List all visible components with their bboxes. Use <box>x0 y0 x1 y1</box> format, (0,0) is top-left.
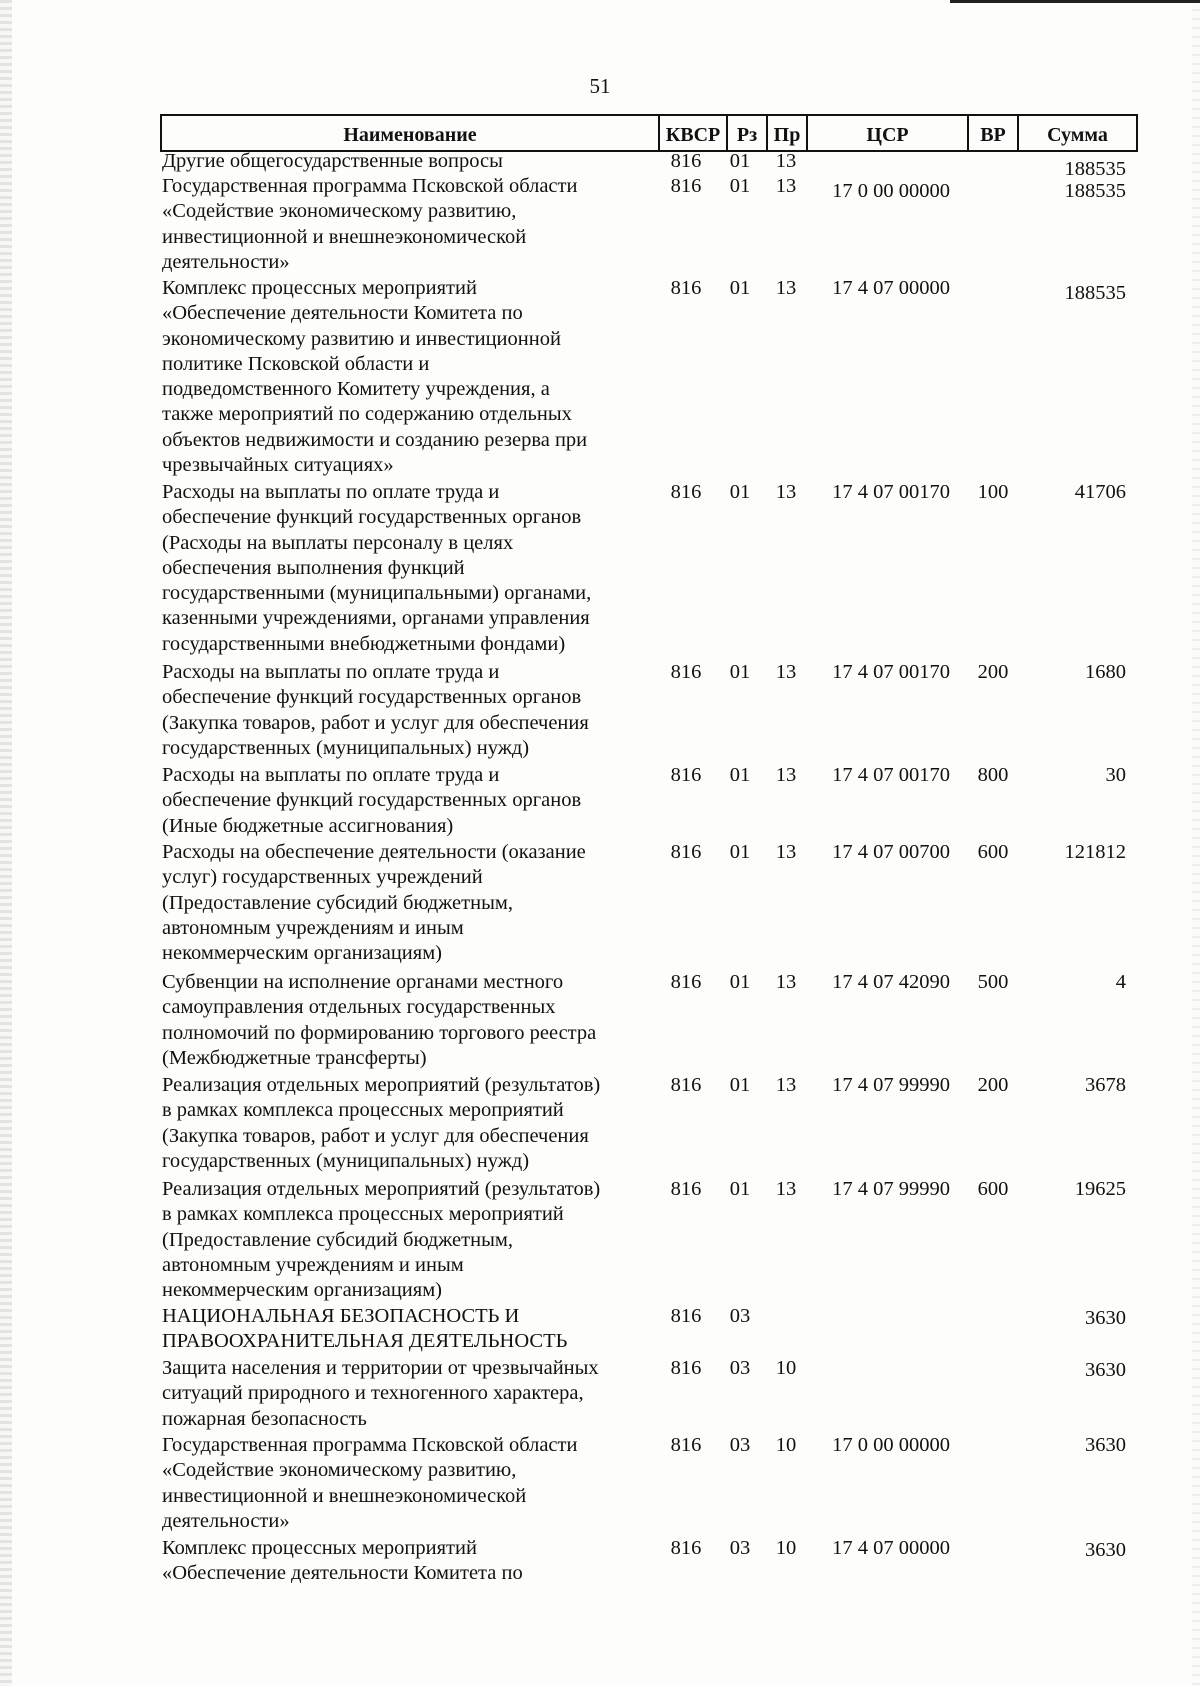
row-csr: 17 4 07 00170 <box>832 661 950 683</box>
row-sum: 3678 <box>1085 1074 1126 1096</box>
row-pr: 13 <box>775 764 797 786</box>
row-rz: 01 <box>729 175 751 197</box>
row-sum: 4 <box>1115 971 1126 993</box>
row-name: Расходы на обеспечение деятельности (оказание услуг) государственных учреждений (Предоставление субсидий бюджетным, автономным учреждениям и иным некоммерческим организациям) <box>162 841 586 965</box>
row-kvsr: 816 <box>670 150 702 172</box>
row-name: Реализация отдельных мероприятий (результатов) в рамках комплекса процессных мероприятий (Предоставление субсидий бюджетным, автономным учреждениям и иным некоммерческим организациям) <box>162 1178 601 1302</box>
row-name: Реализация отдельных мероприятий (результатов) в рамках комплекса процессных мероприятий (Закупка товаров, работ и услуг для обеспечения государственных (муниципальных) нужд) <box>162 1074 601 1172</box>
row-kvsr: 816 <box>670 1434 702 1456</box>
row-csr: 17 4 07 99990 <box>832 1178 950 1200</box>
row-kvsr: 816 <box>670 481 702 503</box>
row-sum: 19625 <box>1074 1178 1126 1200</box>
row-csr: 17 4 07 00170 <box>832 764 950 786</box>
row-kvsr: 816 <box>670 175 702 197</box>
row-pr: 13 <box>775 277 797 299</box>
row-kvsr: 816 <box>670 1074 702 1096</box>
header-kvsr: КВСР <box>660 116 728 150</box>
row-pr: 10 <box>775 1434 797 1456</box>
row-sum: 1680 <box>1085 661 1126 683</box>
row-rz: 01 <box>729 971 751 993</box>
row-name: Государственная программа Псковской области «Содействие экономическому развитию, инвестиционной и внешнеэкономической деятельности» <box>162 1434 578 1532</box>
row-vr: 600 <box>977 1178 1009 1200</box>
scan-edge-left <box>0 0 12 1686</box>
row-pr: 10 <box>775 1357 797 1379</box>
row-vr: 200 <box>977 1074 1009 1096</box>
row-csr: 17 0 00 00000 <box>832 180 950 202</box>
row-name: Комплекс процессных мероприятий «Обеспечение деятельности Комитета по экономическому развитию и инвестиционной политике Псковской области и подведомственного Комитету учреждения, а также мероприятий по содержанию отдельных объектов недвижимости и созданию резерва при чрезвычайных ситуациях» <box>162 277 588 477</box>
row-name: Расходы на выплаты по оплате труда и обеспечение функций государственных органов (Расходы на выплаты персоналу в целях обеспечения выполнения функций государственными (муниципальными) органами, казенными учреждениями, органами управления государственными внебюджетными фондами) <box>162 481 592 655</box>
row-sum: 3630 <box>1085 1539 1126 1561</box>
header-name: Наименование <box>162 116 660 150</box>
row-sum: 188535 <box>1064 282 1126 304</box>
scan-edge-right <box>1192 0 1200 1686</box>
row-csr: 17 4 07 00000 <box>832 1537 950 1559</box>
row-kvsr: 816 <box>670 971 702 993</box>
row-sum: 3630 <box>1085 1434 1126 1456</box>
row-name: Субвенции на исполнение органами местного самоуправления отдельных государственных полномочий по формированию торгового реестра (Межбюджетные трансферты) <box>162 971 597 1069</box>
row-rz: 01 <box>729 1178 751 1200</box>
row-vr: 800 <box>977 764 1009 786</box>
row-vr: 100 <box>977 481 1009 503</box>
row-kvsr: 816 <box>670 764 702 786</box>
row-rz: 03 <box>729 1434 751 1456</box>
row-vr: 500 <box>977 971 1009 993</box>
row-kvsr: 816 <box>670 277 702 299</box>
row-csr: 17 4 07 00700 <box>832 841 950 863</box>
row-name: НАЦИОНАЛЬНАЯ БЕЗОПАСНОСТЬ И ПРАВООХРАНИТЕЛЬНАЯ ДЕЯТЕЛЬНОСТЬ <box>162 1305 568 1353</box>
row-pr: 13 <box>775 150 797 172</box>
row-sum: 30 <box>1105 764 1126 786</box>
row-name: Расходы на выплаты по оплате труда и обеспечение функций государственных органов (Иные бюджетные ассигнования) <box>162 764 582 837</box>
row-csr: 17 4 07 42090 <box>832 971 950 993</box>
row-rz: 03 <box>729 1305 751 1327</box>
row-sum: 121812 <box>1064 841 1126 863</box>
row-sum: 188535 <box>1064 180 1126 202</box>
row-rz: 01 <box>729 661 751 683</box>
row-rz: 01 <box>729 481 751 503</box>
header-vr: ВР <box>969 116 1019 150</box>
row-kvsr: 816 <box>670 1357 702 1379</box>
row-vr: 600 <box>977 841 1009 863</box>
row-sum: 3630 <box>1085 1359 1126 1381</box>
row-rz: 01 <box>729 1074 751 1096</box>
row-vr: 200 <box>977 661 1009 683</box>
row-rz: 01 <box>729 764 751 786</box>
row-kvsr: 816 <box>670 841 702 863</box>
page-number: 51 <box>589 74 611 98</box>
row-sum: 41706 <box>1074 481 1126 503</box>
row-pr: 13 <box>775 971 797 993</box>
row-pr: 13 <box>775 481 797 503</box>
row-kvsr: 816 <box>670 661 702 683</box>
row-pr: 13 <box>775 1074 797 1096</box>
row-pr: 13 <box>775 841 797 863</box>
row-kvsr: 816 <box>670 1178 702 1200</box>
row-sum: 3630 <box>1085 1307 1126 1329</box>
row-name: Государственная программа Псковской области «Содействие экономическому развитию, инвестиционной и внешнеэкономической деятельности» <box>162 175 578 273</box>
row-name: Другие общегосударственные вопросы <box>162 150 503 172</box>
row-rz: 01 <box>729 150 751 172</box>
row-rz: 03 <box>729 1357 751 1379</box>
header-rz: Рз <box>728 116 768 150</box>
header-csr: ЦСР <box>808 116 969 150</box>
table-header <box>160 114 1138 152</box>
header-sum: Сумма <box>1047 124 1108 146</box>
row-csr: 17 4 07 00000 <box>832 277 950 299</box>
row-csr: 17 0 00 00000 <box>832 1434 950 1456</box>
row-rz: 03 <box>729 1537 751 1559</box>
row-csr: 17 4 07 00170 <box>832 481 950 503</box>
row-kvsr: 816 <box>670 1537 702 1559</box>
row-sum: 188535 <box>1064 158 1126 180</box>
row-csr: 17 4 07 99990 <box>832 1074 950 1096</box>
row-kvsr: 816 <box>670 1305 702 1327</box>
row-pr: 13 <box>775 661 797 683</box>
row-pr: 13 <box>775 1178 797 1200</box>
row-name: Защита населения и территории от чрезвычайных ситуаций природного и техногенного характера, пожарная безопасность <box>162 1357 599 1430</box>
row-pr: 10 <box>775 1537 797 1559</box>
row-pr: 13 <box>775 175 797 197</box>
row-rz: 01 <box>729 841 751 863</box>
header-pr: Пр <box>768 116 808 150</box>
row-name: Комплекс процессных мероприятий «Обеспечение деятельности Комитета по <box>162 1537 523 1585</box>
scan-top-line <box>950 0 1200 3</box>
row-name: Расходы на выплаты по оплате труда и обеспечение функций государственных органов (Закупка товаров, работ и услуг для обеспечения государственных (муниципальных) нужд) <box>162 661 589 759</box>
row-rz: 01 <box>729 277 751 299</box>
